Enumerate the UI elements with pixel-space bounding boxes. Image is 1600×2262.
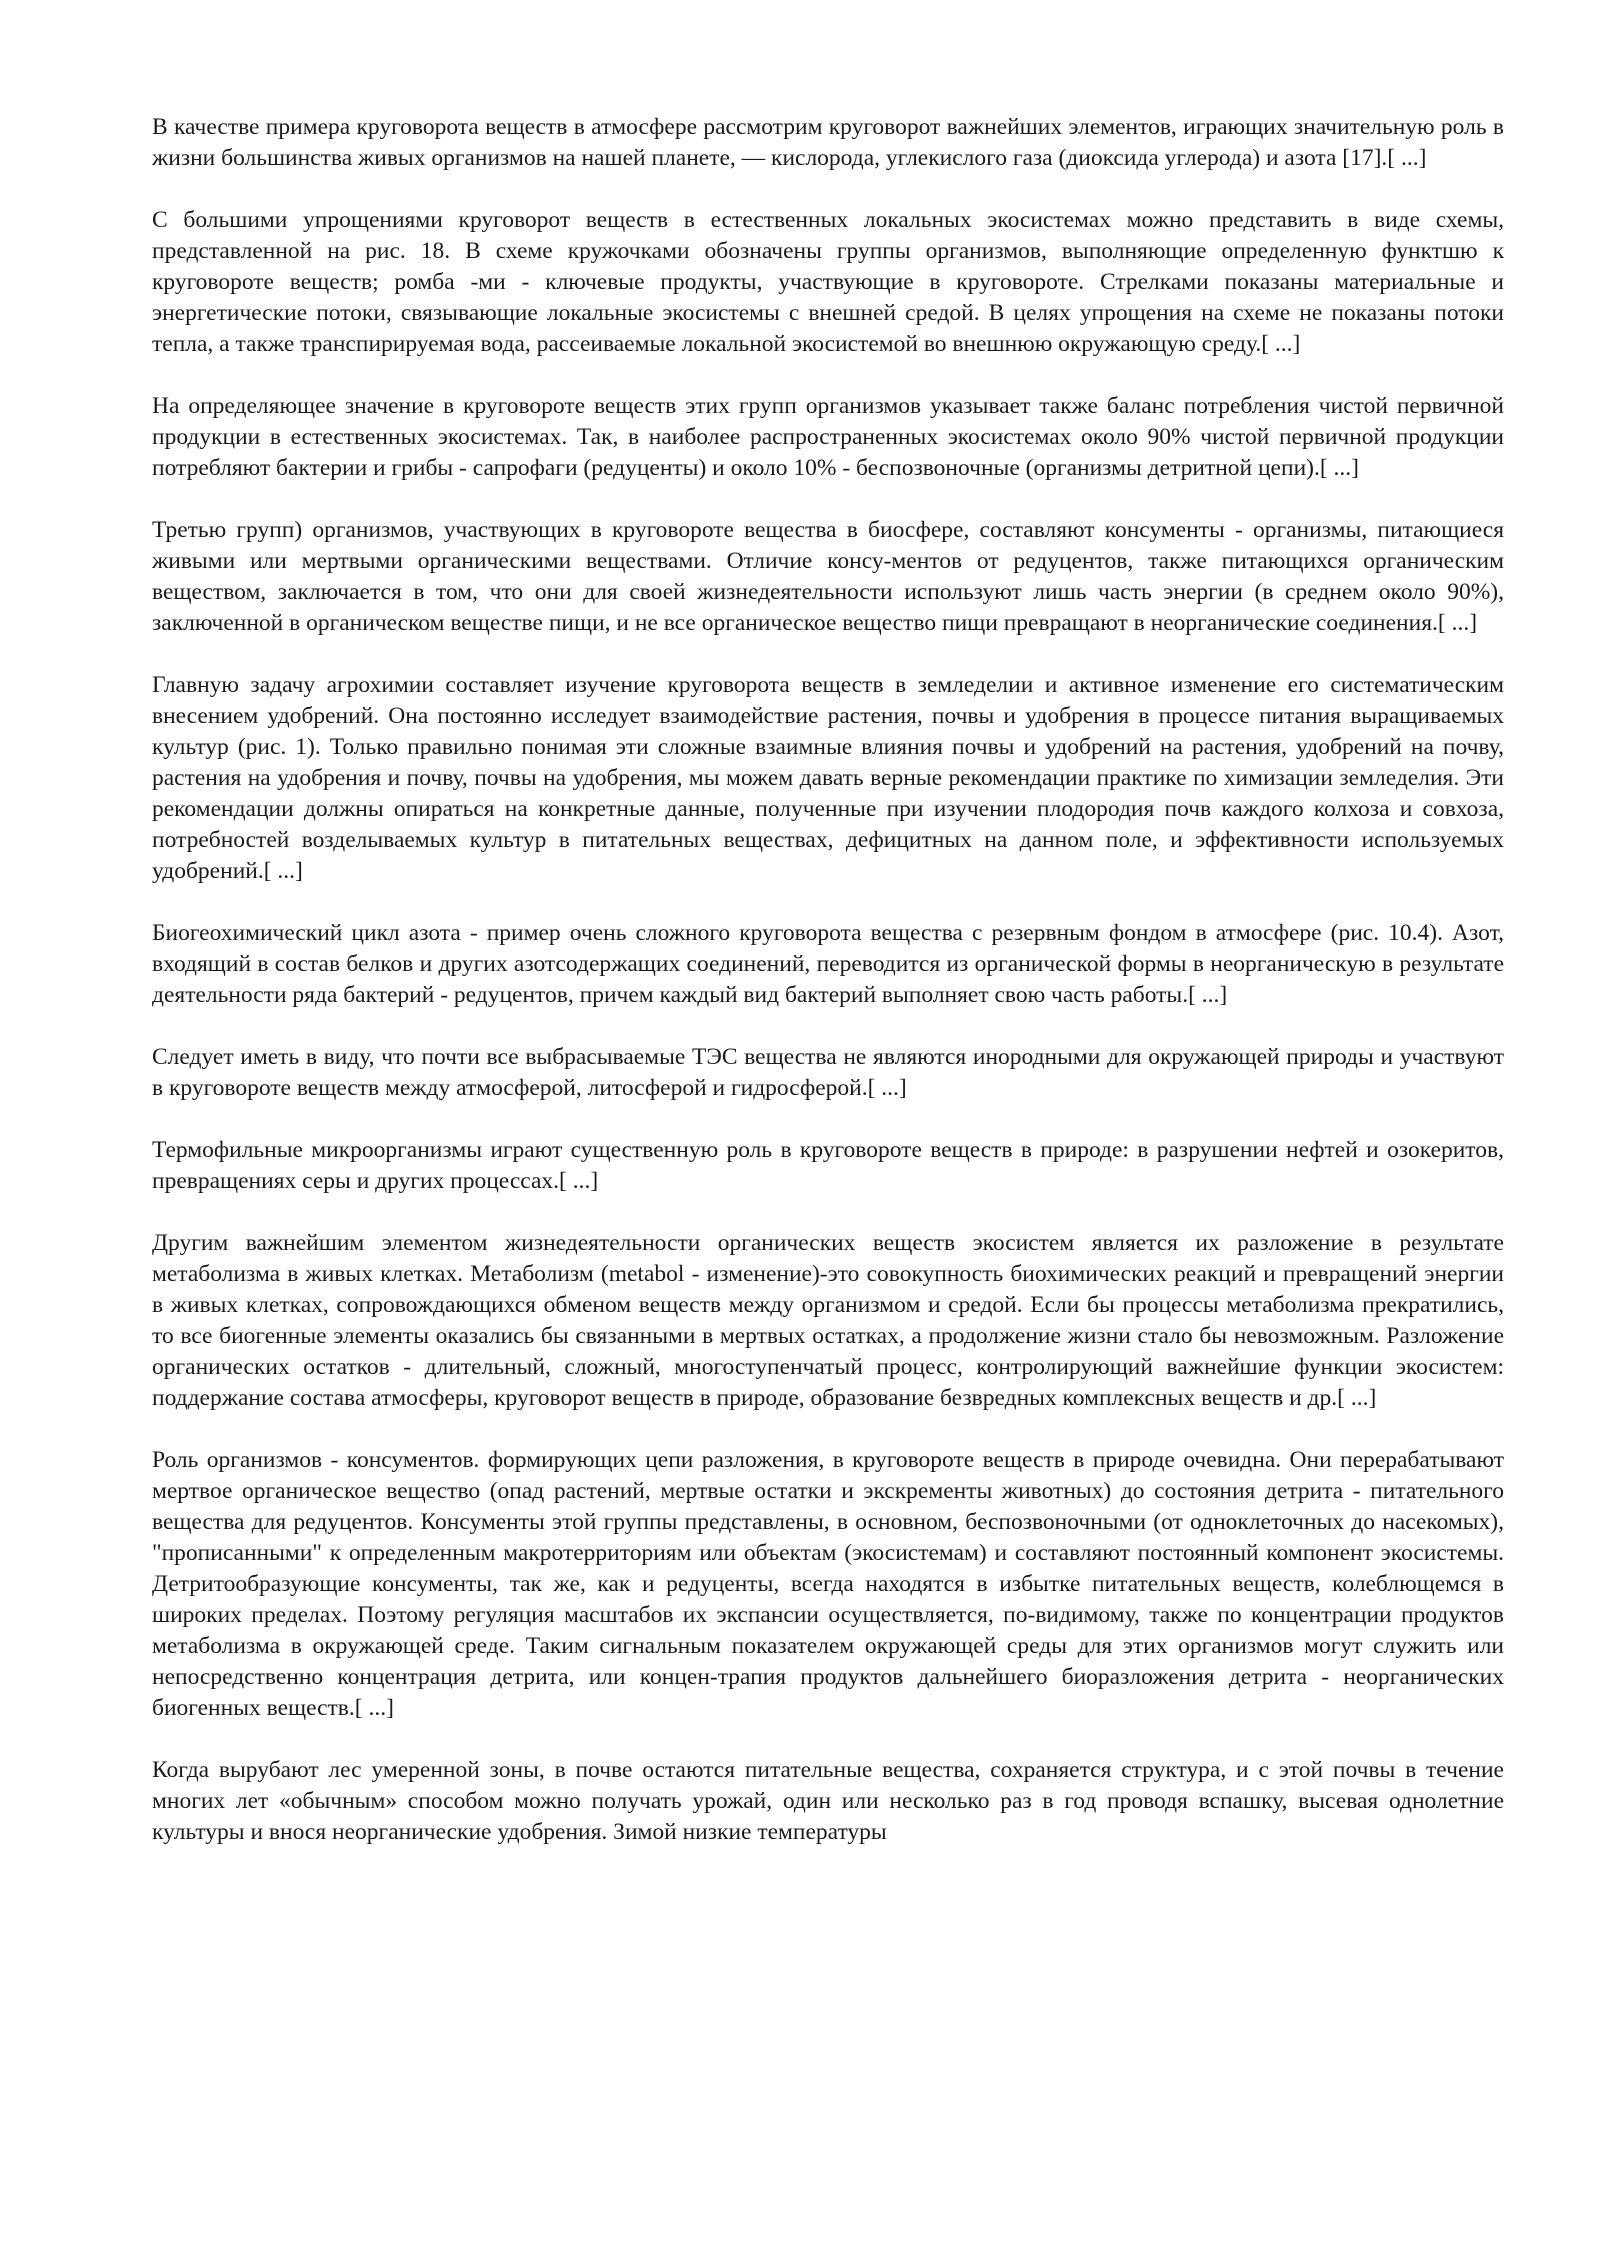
paragraph-forest-clearing: Когда вырубают лес умеренной зоны, в почве остаются питательные вещества, сохраняется структура, и с этой почвы в течение многих лет «обычным» способом можно получать урожай, один или несколько раз в год проводя вспашку, высевая однолетние культуры и внося неорганические удобрения. Зимой низкие температуры xyxy=(152,1757,1504,1845)
paragraph-primary-production-balance: На определяющее значение в круговороте веществ этих групп организмов указывает также баланс потребления чистой первичной продукции в естественных экосистемах. Так, в наиболее распространенных экосистемах около 90% чистой первичной продукции потребляют бактерии и грибы - сапрофаги (редуценты) и около 10% - беспозвоночные (организмы детритной цепи).[ ...] xyxy=(152,393,1504,481)
paragraph-thermophilic-microorganisms: Термофильные микроорганизмы играют существенную роль в круговороте веществ в природе: в разрушении нефтей и озокеритов, превращениях серы и других процессах.[ ...] xyxy=(152,1137,1504,1194)
paragraph-detritus-consumers: Роль организмов - консументов. формирующих цепи разложения, в круговороте веществ в природе очевидна. Они перерабатывают мертвое органическое вещество (опад растений, мертвые остатки и экскременты животных) до состояния детрита - питательного вещества для редуцентов. Консументы этой группы представлены, в основном, беспозвоночными (от одноклеточных до насекомых), "прописанными" к определенным макротерриториям или объектам (экосистемам) и составляют постоянный компонент экосистемы. Детритообразующие консументы, так же, как и редуценты, всегда находятся в избытке питательных веществ, колеблющемся в широких пределах. Поэтому регуляция масштабов их экспансии осуществляется, по-видимому, также по концентрации продуктов метаболизма в окружающей среде. Таким сигнальным показателем окружающей среды для этих организмов могут служить или непосредственно концентрация детрита, или концен-трапия продуктов дальнейшего биоразложения детрита - неорганических биогенных веществ.[ ...] xyxy=(152,1447,1504,1721)
paragraph-agrochemistry: Главную задачу агрохимии составляет изучение круговорота веществ в земледелии и активное изменение его систематическим внесением удобрений. Она постоянно исследует взаимодействие растения, почвы и удобрения в процессе питания выращиваемых культур (рис. 1). Только правильно понимая эти сложные взаимные влияния почвы и удобрений на растения, удобрений на почву, растения на удобрения и почву, почвы на удобрения, мы можем давать верные рекомендации практике по химизации земледелия. Эти рекомендации должны опираться на конкретные данные, полученные при изучении плодородия почв каждого колхоза и совхоза, потребностей возделываемых культур в питательных веществах, дефицитных на данном поле, и эффективности используемых удобрений.[ ...] xyxy=(152,672,1504,884)
paragraph-local-ecosystem-scheme: С большими упрощениями круговорот веществ в естественных локальных экосистемах можно представить в виде схемы, представленной на рис. 18. В схеме кружочками обозначены группы организмов, выполняющие определенную функтшю к круговороте веществ; ромба -ми - ключевые продукты, участвующие в круговороте. Стрелками показаны материальные и энергетические потоки, связывающие локальные экосистемы с внешней средой. В целях упрощения на схеме не показаны потоки тепла, а также транспирируемая вода, рассеиваемые локальной экосистемой во внешнюю окружающую среду.[ ...] xyxy=(152,207,1504,357)
paragraph-power-plant-emissions: Следует иметь в виду, что почти все выбрасываемые ТЭС вещества не являются инородными для окружающей природы и участвуют в круговороте веществ между атмосферой, литосферой и гидросферой.[ ...] xyxy=(152,1044,1504,1101)
paragraph-consumers: Третью групп) организмов, участвующих в круговороте вещества в биосфере, составляют консументы - организмы, питающиеся живыми или мертвыми органическими веществами. Отличие консу-ментов от редуцентов, также питающихся органическим веществом, заключается в том, что они для своей жизнедеятельности используют лишь часть энергии (в среднем около 90%), заключенной в органическом веществе пищи, и не все органическое вещество пищи превращают в неорганические соединения.[ ...] xyxy=(152,517,1504,636)
paragraph-oxygen-carbon-nitrogen: В качестве примера круговорота веществ в атмосфере рассмотрим круговорот важнейших элементов, играющих значительную роль в жизни большинства живых организмов на нашей планете, — кислорода, углекислого газа (диоксида углерода) и азота [17].[ ...] xyxy=(152,114,1504,171)
paragraph-nitrogen-cycle: Биогеохимический цикл азота - пример очень сложного круговорота вещества с резервным фондом в атмосфере (рис. 10.4). Азот, входящий в состав белков и других азотсодержащих соединений, переводится из органической формы в неорганическую в результате деятельности ряда бактерий - редуцентов, причем каждый вид бактерий выполняет свою часть работы.[ ...] xyxy=(152,920,1504,1008)
paragraph-metabolism: Другим важнейшим элементом жизнедеятельности органических веществ экосистем является их разложение в результате метаболизма в живых клетках. Метаболизм (metabol - изменение)-это совокупность биохимических реакций и превращений энергии в живых клетках, сопровождающихся обменом веществ между организмом и средой. Если бы процессы метаболизма прекратились, то все биогенные элементы оказались бы связанными в мертвых остатках, а продолжение жизни стало бы невозможным. Разложение органических остатков - длительный, сложный, многоступенчатый процесс, контролирующий важнейшие функции экосистем: поддержание состава атмосферы, круговорот веществ в природе, образование безвредных комплексных веществ и др.[ ...] xyxy=(152,1230,1504,1411)
document-page xyxy=(152,112,1504,1848)
